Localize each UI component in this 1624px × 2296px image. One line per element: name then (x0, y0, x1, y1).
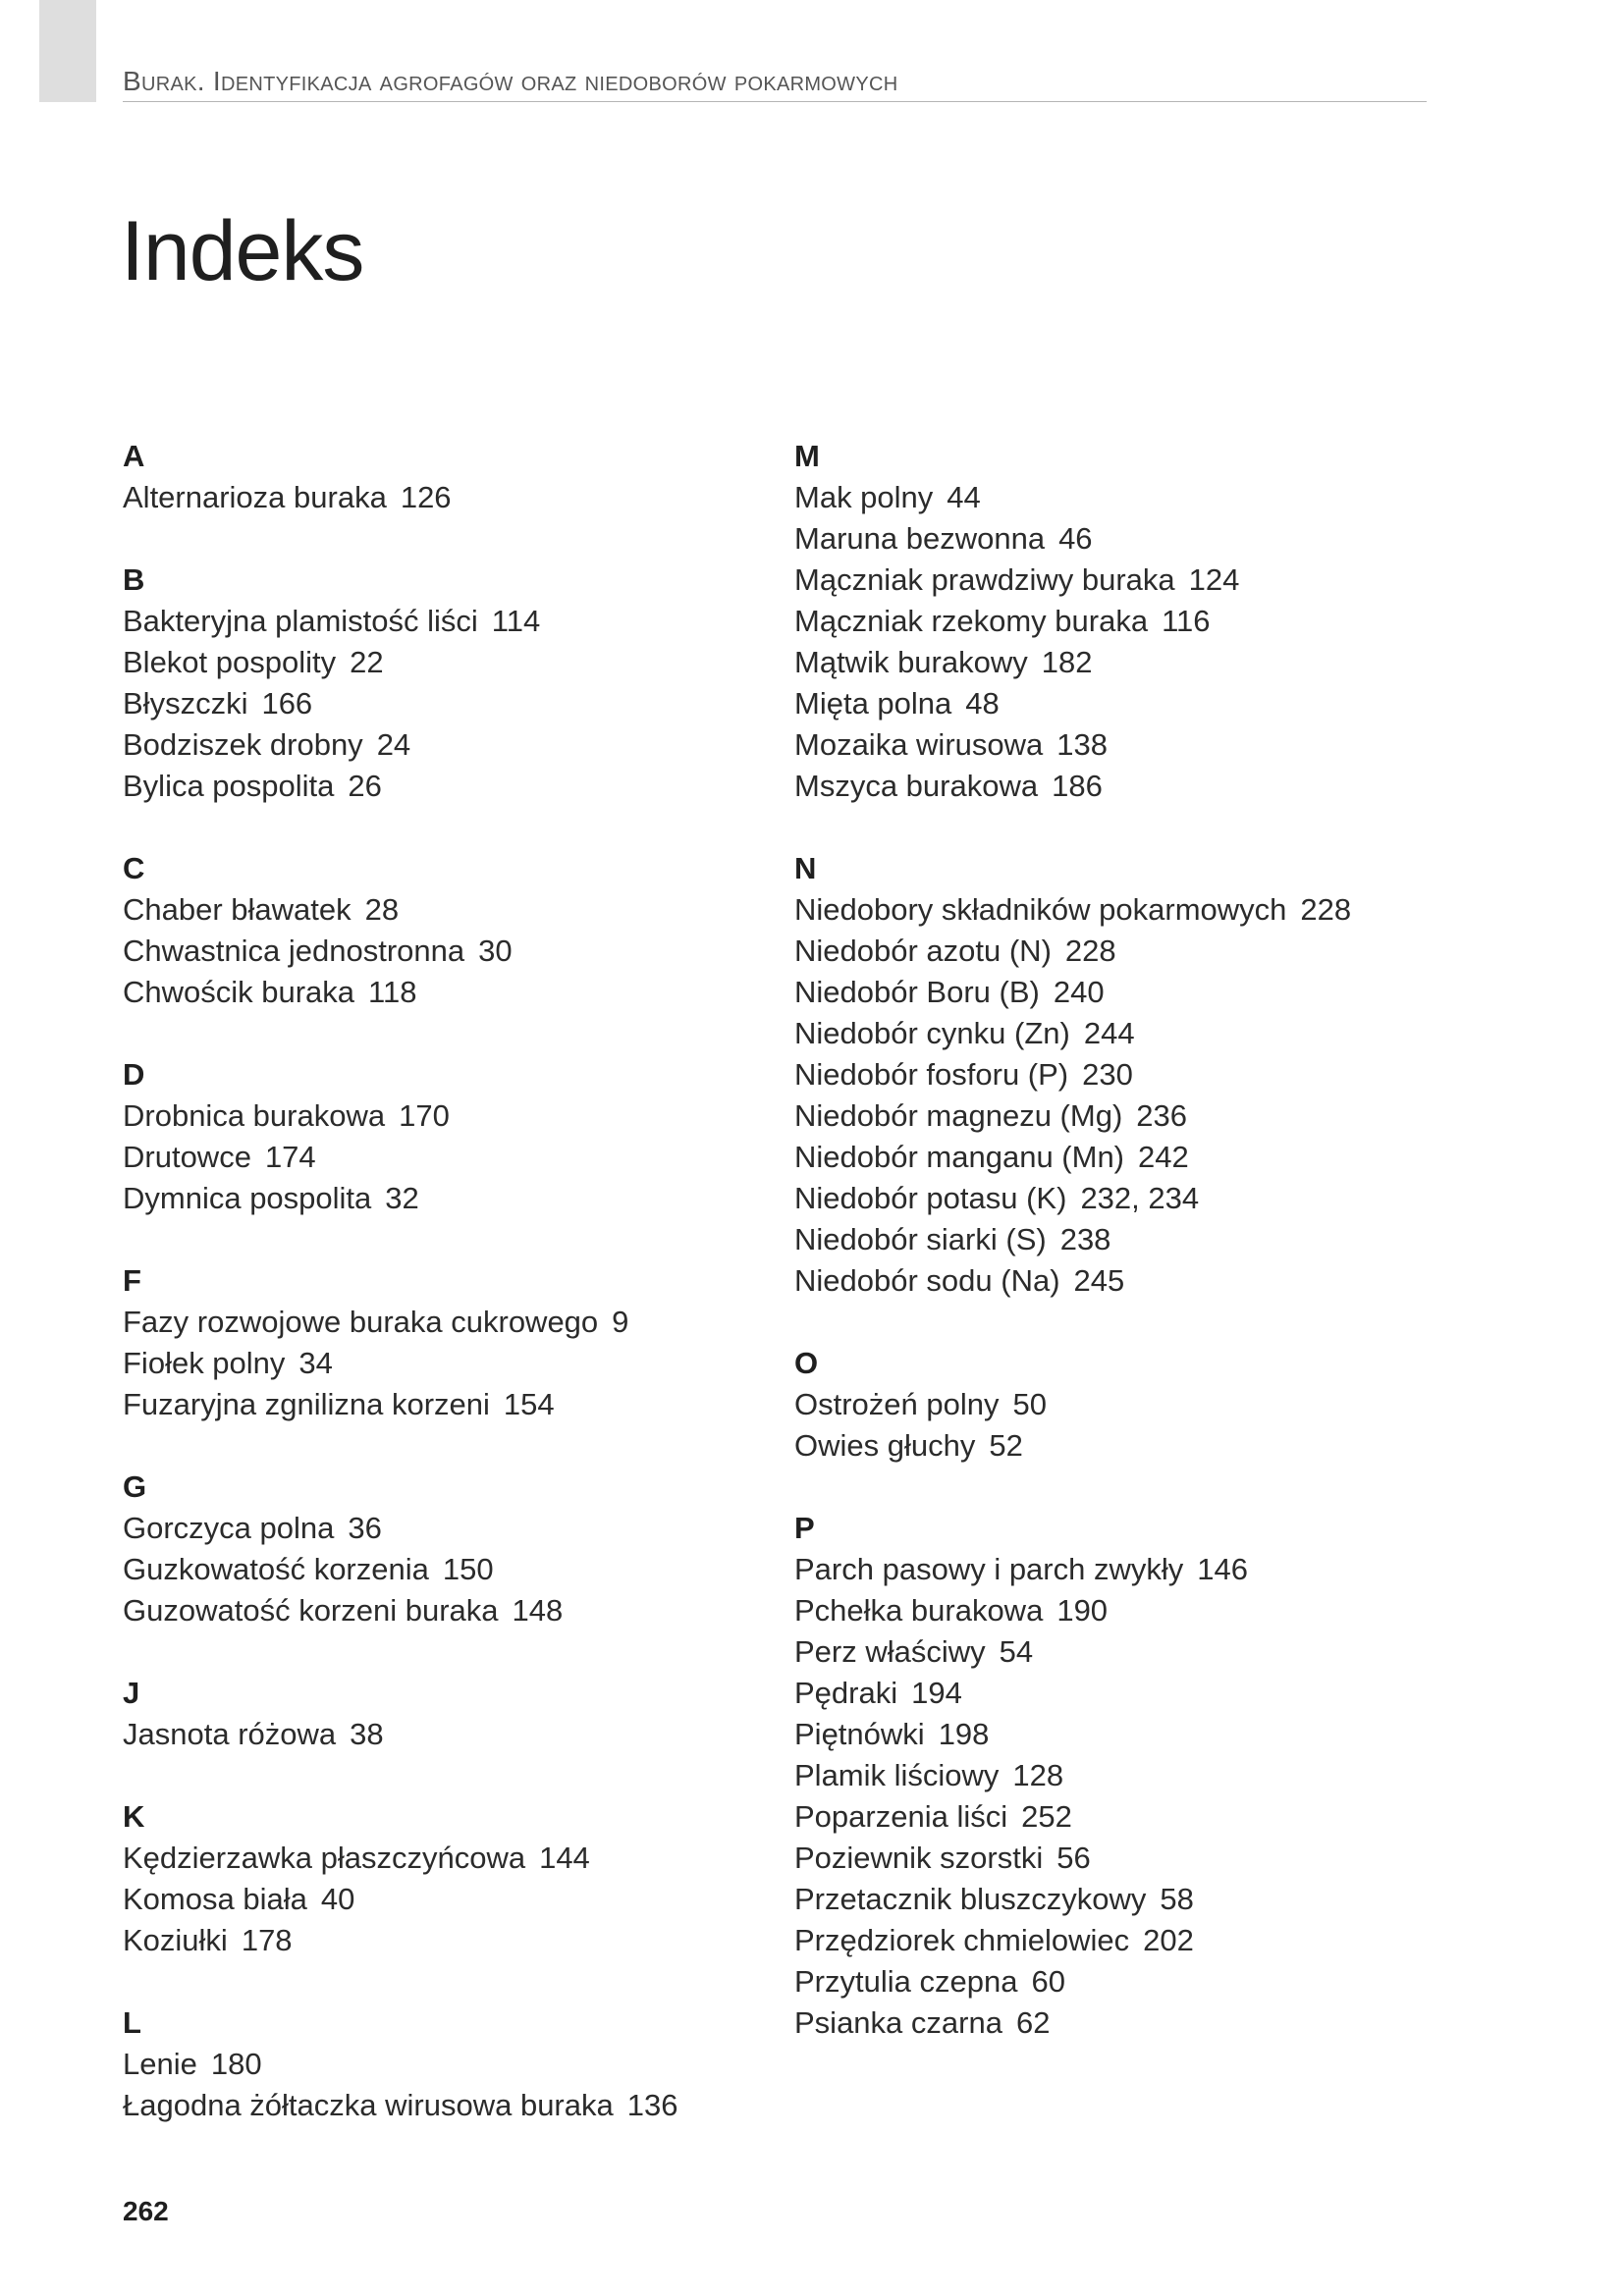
index-entry-term: Piętnówki (794, 1717, 925, 1751)
section-letter: G (123, 1469, 147, 1504)
index-section-c (123, 848, 751, 1013)
index-entry (794, 766, 1423, 807)
index-section-p (794, 1508, 1423, 2044)
index-entry (123, 1343, 751, 1384)
section-letter: B (123, 562, 145, 597)
index-entry-page: 178 (241, 1923, 293, 1957)
index-entry (794, 518, 1423, 560)
index-entry-page: 154 (503, 1387, 555, 1421)
index-entry-page: 245 (1073, 1263, 1125, 1298)
page-title: Indeks (121, 204, 364, 298)
index-entry (794, 724, 1423, 766)
index-entry-page: 28 (364, 892, 400, 927)
index-entry-term: Błyszczki (123, 686, 248, 721)
index-entry-term: Poziewnik szorstki (794, 1841, 1044, 1875)
index-entry-term: Blekot pospolity (123, 645, 337, 679)
index-section-m (794, 436, 1423, 807)
index-entry-term: Guzowatość korzeni buraka (123, 1593, 499, 1628)
index-entry-term: Pchełka burakowa (794, 1593, 1044, 1628)
index-entry-term: Psianka czarna (794, 2005, 1002, 2040)
index-entry (123, 2044, 751, 2085)
index-entry (123, 889, 751, 931)
index-entry-page: 36 (348, 1511, 382, 1545)
index-entry (123, 1549, 751, 1590)
index-entry-page: 240 (1053, 975, 1105, 1009)
index-entry-term: Mięta polna (794, 686, 952, 721)
index-entry (794, 889, 1423, 931)
index-entry-page: 244 (1083, 1016, 1135, 1050)
index-section-a (123, 436, 751, 518)
index-entry (794, 972, 1423, 1013)
index-entry (794, 1838, 1423, 1879)
index-entry (794, 1219, 1423, 1260)
index-entry (123, 1302, 751, 1343)
index-entry (123, 1590, 751, 1631)
index-column-right (794, 436, 1423, 2085)
index-entry-term: Przędziorek chmielowiec (794, 1923, 1130, 1957)
index-entry (123, 972, 751, 1013)
section-letter: C (123, 851, 145, 885)
running-header-title: Burak. Identyfikacja agrofagów oraz niedoborów pokarmowych (123, 66, 898, 96)
index-entry-page: 166 (261, 686, 313, 721)
index-entry-page: 190 (1056, 1593, 1109, 1628)
index-entry-term: Lenie (123, 2047, 197, 2081)
index-entry-page: 236 (1136, 1098, 1187, 1133)
index-entry-page: 126 (400, 480, 452, 514)
index-entry (794, 1384, 1423, 1425)
index-entry-term: Kędzierzawka płaszczyńcowa (123, 1841, 526, 1875)
index-entry (794, 642, 1423, 683)
index-entry-page: 198 (938, 1717, 990, 1751)
index-entry (123, 683, 751, 724)
index-entry-page: 228 (1300, 892, 1352, 927)
index-entry-term: Alternarioza buraka (123, 480, 387, 514)
index-entry-term: Niedobór manganu (Mn) (794, 1140, 1125, 1174)
index-entry (123, 642, 751, 683)
index-entry (794, 931, 1423, 972)
index-entry-term: Gorczyca polna (123, 1511, 335, 1545)
index-entry-term: Guzkowatość korzenia (123, 1552, 429, 1586)
index-entry-page: 148 (512, 1593, 564, 1628)
index-entry (794, 1425, 1423, 1467)
index-entry-page: 238 (1059, 1222, 1111, 1256)
section-letter: F (123, 1263, 141, 1298)
index-entry (794, 2002, 1423, 2044)
index-entry-term: Niedobór azotu (N) (794, 934, 1052, 968)
index-section-d (123, 1054, 751, 1219)
index-entry-term: Chwastnica jednostronna (123, 934, 465, 968)
index-entry-page: 22 (350, 645, 384, 679)
index-entry-page: 230 (1082, 1057, 1133, 1092)
index-entry-page: 26 (348, 769, 382, 803)
index-entry-page: 58 (1160, 1882, 1194, 1916)
index-entry (794, 1260, 1423, 1302)
index-entry-term: Bylica pospolita (123, 769, 335, 803)
index-entry-term: Maruna bezwonna (794, 521, 1046, 556)
index-entry-term: Niedobór magnezu (Mg) (794, 1098, 1123, 1133)
running-header (123, 65, 1427, 102)
index-entry (794, 1920, 1423, 1961)
index-entry (794, 1549, 1423, 1590)
index-entry (794, 1137, 1423, 1178)
index-entry-term: Pędraki (794, 1676, 898, 1710)
index-entry (123, 1920, 751, 1961)
index-section-b (123, 560, 751, 807)
index-entry-page: 48 (965, 686, 1000, 721)
index-entry-page: 170 (399, 1098, 450, 1133)
index-entry (123, 1508, 751, 1549)
section-letter: J (123, 1676, 140, 1710)
index-entry-page: 146 (1197, 1552, 1248, 1586)
index-entry-page: 60 (1031, 1964, 1065, 1999)
index-column-left (123, 436, 751, 2167)
index-entry-page: 30 (478, 934, 513, 968)
index-entry-page: 46 (1058, 521, 1093, 556)
index-entry-page: 144 (539, 1841, 590, 1875)
index-entry-page: 114 (491, 604, 541, 638)
index-entry-page: 174 (264, 1140, 316, 1174)
index-entry-page: 194 (911, 1676, 962, 1710)
index-entry (794, 1054, 1423, 1095)
index-entry-term: Niedobory składników pokarmowych (794, 892, 1287, 927)
index-entry-page: 180 (210, 2047, 262, 2081)
index-entry-term: Perz właściwy (794, 1634, 986, 1669)
index-section-g (123, 1467, 751, 1631)
index-entry-page: 116 (1162, 604, 1211, 638)
index-entry-page: 32 (385, 1181, 419, 1215)
index-entry-term: Fazy rozwojowe buraka cukrowego (123, 1305, 599, 1339)
index-entry-term: Niedobór cynku (Zn) (794, 1016, 1070, 1050)
index-entry (794, 1590, 1423, 1631)
section-letter: N (794, 851, 817, 885)
index-entry (794, 1879, 1423, 1920)
index-entry-page: 150 (442, 1552, 494, 1586)
section-letter: O (794, 1346, 819, 1380)
section-letter: A (123, 439, 145, 473)
index-entry-page: 9 (612, 1305, 629, 1339)
index-entry (794, 1714, 1423, 1755)
index-entry-page: 202 (1143, 1923, 1194, 1957)
index-entry (794, 1095, 1423, 1137)
index-entry-term: Owies głuchy (794, 1428, 976, 1463)
index-entry (794, 601, 1423, 642)
index-entry-page: 128 (1012, 1758, 1064, 1792)
index-entry-page: 182 (1041, 645, 1093, 679)
index-entry (794, 1013, 1423, 1054)
index-section-o (794, 1343, 1423, 1467)
index-entry-page: 54 (999, 1634, 1034, 1669)
index-entry-term: Drobnica burakowa (123, 1098, 386, 1133)
index-entry (123, 1879, 751, 1920)
index-entry-page: 62 (1015, 2005, 1051, 2040)
index-entry-term: Mak polny (794, 480, 934, 514)
index-entry (794, 1755, 1423, 1796)
index-entry-page: 40 (320, 1882, 355, 1916)
section-letter: P (794, 1511, 815, 1545)
index-entry-term: Ostrożeń polny (794, 1387, 1000, 1421)
index-entry-page: 118 (368, 975, 417, 1009)
section-letter: D (123, 1057, 145, 1092)
index-entry-term: Plamik liściowy (794, 1758, 1000, 1792)
index-section-f (123, 1260, 751, 1425)
index-entry-page: 138 (1056, 727, 1108, 762)
index-entry (794, 683, 1423, 724)
index-entry-page: 136 (626, 2088, 678, 2122)
index-entry-page: 186 (1052, 769, 1103, 803)
index-entry (794, 1178, 1423, 1219)
index-entry (123, 1178, 751, 1219)
index-entry-term: Niedobór sodu (Na) (794, 1263, 1060, 1298)
index-entry-page: 252 (1021, 1799, 1072, 1834)
index-entry (123, 724, 751, 766)
index-entry (794, 560, 1423, 601)
index-entry-term: Chaber bławatek (123, 892, 352, 927)
page-number: 262 (123, 2196, 169, 2226)
index-entry (123, 477, 751, 518)
index-entry-term: Koziułki (123, 1923, 228, 1957)
index-entry-page: 38 (350, 1717, 384, 1751)
index-entry (794, 1961, 1423, 2002)
index-section-l (123, 2002, 751, 2126)
index-entry-term: Fuzaryjna zgnilizna korzeni (123, 1387, 490, 1421)
corner-tab (39, 0, 96, 102)
index-entry-term: Poparzenia liści (794, 1799, 1008, 1834)
index-entry (123, 1137, 751, 1178)
index-entry (123, 1384, 751, 1425)
index-entry-page: 44 (947, 480, 981, 514)
index-entry-term: Fiołek polny (123, 1346, 286, 1380)
index-entry-term: Drutowce (123, 1140, 251, 1174)
index-entry-page: 24 (376, 727, 411, 762)
index-entry (123, 1838, 751, 1879)
index-entry-page: 52 (989, 1428, 1023, 1463)
index-entry-term: Niedobór potasu (K) (794, 1181, 1067, 1215)
index-entry (123, 931, 751, 972)
section-letter: L (123, 2005, 141, 2040)
index-entry-term: Bakteryjna plamistość liści (123, 604, 478, 638)
index-entry-page: 56 (1056, 1841, 1091, 1875)
index-entry (123, 1095, 751, 1137)
index-section-n (794, 848, 1423, 1302)
index-entry-term: Przetacznik bluszczykowy (794, 1882, 1147, 1916)
index-entry-page: 124 (1188, 562, 1240, 597)
index-entry-page: 50 (1012, 1387, 1047, 1421)
index-entry-term: Niedobór siarki (S) (794, 1222, 1047, 1256)
index-entry-page: 228 (1064, 934, 1116, 968)
index-entry-term: Mączniak prawdziwy buraka (794, 562, 1175, 597)
index-entry-term: Komosa biała (123, 1882, 307, 1916)
index-entry-term: Łagodna żółtaczka wirusowa buraka (123, 2088, 614, 2122)
index-entry (123, 1714, 751, 1755)
index-entry-term: Mozaika wirusowa (794, 727, 1044, 762)
index-entry-term: Mszyca burakowa (794, 769, 1039, 803)
index-entry (794, 1796, 1423, 1838)
index-entry (794, 1673, 1423, 1714)
index-entry-term: Mątwik burakowy (794, 645, 1028, 679)
index-entry-page: 34 (298, 1346, 333, 1380)
index-entry-term: Jasnota różowa (123, 1717, 337, 1751)
index-entry-term: Chwościk buraka (123, 975, 355, 1009)
section-letter: K (123, 1799, 145, 1834)
index-section-j (123, 1673, 751, 1755)
index-entry-term: Dymnica pospolita (123, 1181, 372, 1215)
index-entry-page: 232, 234 (1080, 1181, 1200, 1215)
index-entry (794, 477, 1423, 518)
index-entry (123, 601, 751, 642)
index-section-k (123, 1796, 751, 1961)
section-letter: M (794, 439, 820, 473)
index-entry-term: Niedobór Boru (B) (794, 975, 1040, 1009)
index-entry-term: Niedobór fosforu (P) (794, 1057, 1069, 1092)
index-entry (794, 1631, 1423, 1673)
index-entry (123, 2085, 751, 2126)
index-entry-term: Przytulia czepna (794, 1964, 1018, 1999)
index-entry-term: Parch pasowy i parch zwykły (794, 1552, 1184, 1586)
index-entry-term: Bodziszek drobny (123, 727, 363, 762)
index-entry (123, 766, 751, 807)
index-entry-page: 242 (1138, 1140, 1189, 1174)
index-entry-term: Mączniak rzekomy buraka (794, 604, 1149, 638)
